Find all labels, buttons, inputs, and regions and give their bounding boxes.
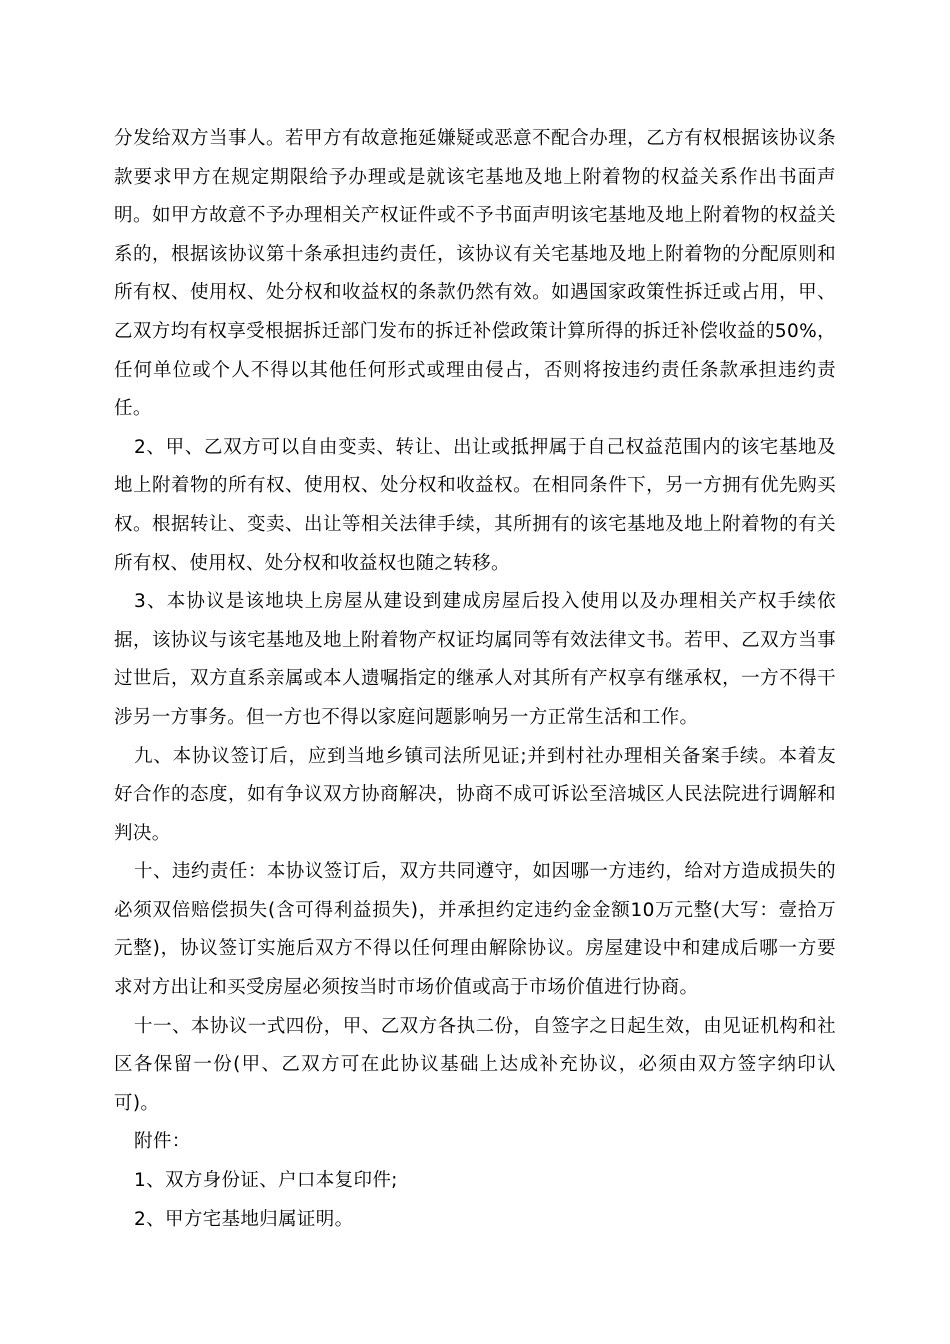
document-body [114,120,836,1239]
paragraph-article-10: 十、违约责任：本协议签订后，双方共同遵守，如因哪一方违约，给对方造成损失的必须双倍赔偿损失(含可得利益损失)，并承担约定违约金金额10万元整(大写：壹拾万元整)，协议签订实施后双方不得以任何理由解除协议。房屋建设中和建成后哪一方要求对方出让和买受房屋必须按当时市场价值或高于市场价值进行协商。 [114,861,836,999]
paragraph-clause-3: 3、本协议是该地块上房屋从建设到建成房屋后投入使用以及办理相关产权手续依据，该协议与该宅基地及地上附着物产权证均属同等有效法律文书。若甲、乙双方当事过世后，双方直系亲属或本人遗嘱指定的继承人对其所有产权享有继承权，一方不得干涉另一方事务。但一方也不得以家庭问题影响另一方正常生活和工作。 [114,591,836,728]
paragraph-continuation: 分发给双方当事人。若甲方有故意拖延嫌疑或恶意不配合办理，乙方有权根据该协议条款要求甲方在规定期限给予办理或是就该宅基地及地上附着物的权益关系作出书面声明。如甲方故意不予办理相关产权证件或不予书面声明该宅基地及地上附着物的权益关系的，根据该协议第十条承担违约责任，该协议有关宅基地及地上附着物的分配原则和所有权、使用权、处分权和收益权的条款仍然有效。如遇国家政策性拆迁或占用，甲、乙双方均有权享受根据拆迁部门发布的拆迁补偿政策计算所得的拆迁补偿收益的50%，任何单位或个人不得以其他任何形式或理由侵占，否则将按违约责任条款承担违约责任。 [114,128,836,420]
attachment-item-1: 1、双方身份证、户口本复印件; [134,1170,398,1192]
attachments-heading: 附件： [134,1131,191,1153]
paragraph-clause-2: 2、甲、乙双方可以自由变卖、转让、出让或抵押属于自己权益范围内的该宅基地及地上附着物的所有权、使用权、处分权和收益权。在相同条件下，另一方拥有优先购买权。根据转让、变卖、出让等相关法律手续，其所拥有的该宅基地及地上附着物的有关所有权、使用权、处分权和收益权也随之转移。 [114,436,836,574]
paragraph-article-11: 十一、本协议一式四份，甲、乙双方各执二份，自签字之日起生效，由见证机构和社区各保留一份(甲、乙双方可在此协议基础上达成补充协议，必须由双方签字纳印认可)。 [114,1015,836,1114]
attachment-item-2: 2、甲方宅基地归属证明。 [134,1208,354,1230]
paragraph-article-9: 九、本协议签订后，应到当地乡镇司法所见证;并到村社办理相关备案手续。本着友好合作的态度，如有争议双方协商解决，协商不成可诉讼至涪城区人民法院进行调解和判决。 [114,745,836,844]
